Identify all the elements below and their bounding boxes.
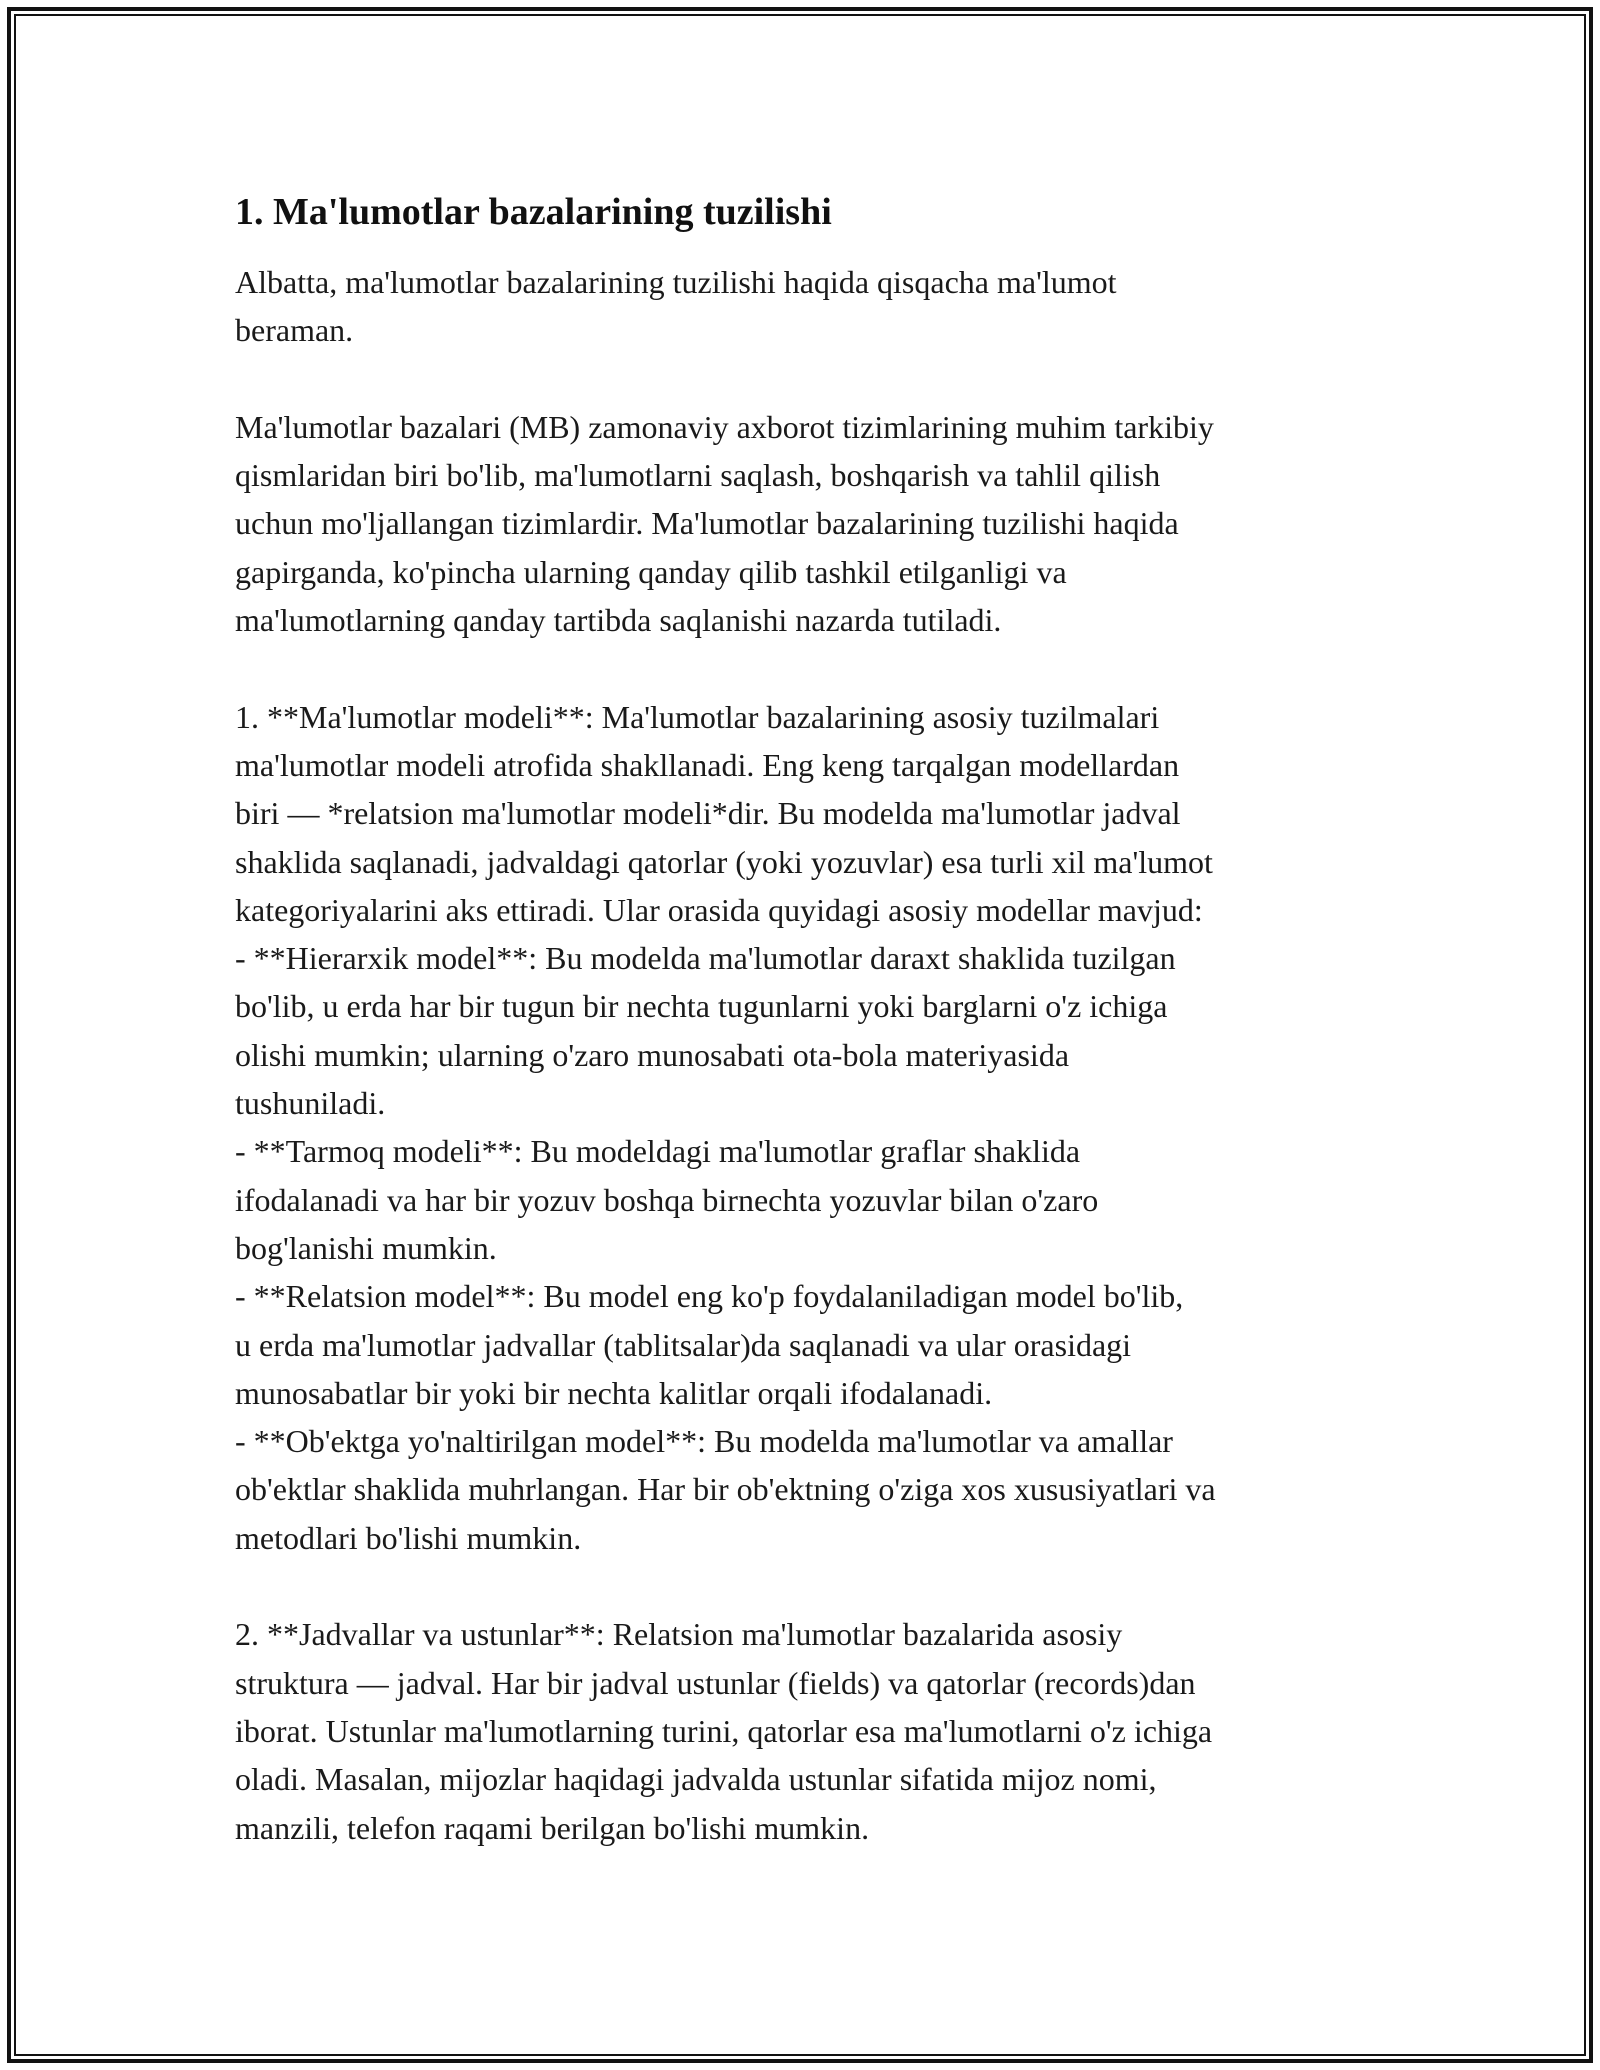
paragraph-gap [235, 644, 1385, 692]
data-model-section: 1. **Ma'lumotlar modeli**: Ma'lumotlar bazalarining asosiy tuzilmalari ma'lumotlar modeli atrofida shakllanadi. Eng keng tarqalgan modellardan biri — *relatsion ma'lumotlar modeli*dir. Bu modelda ma'lumotlar jadval shaklida saqlanadi, jadvaldagi qatorlar (yoki yozuvlar) esa turli xil ma'lumot kategoriyalarini aks ettiradi. Ular orasida quyidagi asosiy modellar mavjud: - **Hierarxik model**: Bu modelda ma'lumotlar daraxt shaklida tuzilgan bo'lib, u erda har bir tugun bir nechta tugunlarni yoki barglarni o'z ichiga olishi mumkin; ularning o'zaro munosabati ota-bola materiyasida tushuniladi. - **Tarmoq modeli**: Bu modeldagi ma'lumotlar graflar shaklida ifodalanadi va har bir yozuv boshqa birnechta yozuvlar bilan o'zaro bog'lanishi mumkin. - **Relatsion model**: Bu model eng ko'p foydalaniladigan model bo'lib, u erda ma'lumotlar jadvallar (tablitsalar)da saqlanadi va ular orasidagi munosabatlar bir yoki bir nechta kalitlar orqali ifodalanadi. - **Ob'ektga yo'naltirilgan model**: Bu modelda ma'lumotlar va amallar ob'ektlar shaklida muhrlangan. Har bir ob'ektning o'ziga xos xususiyatlari va metodlari bo'lishi mumkin. [235, 698, 1216, 1556]
document-title: 1. Ma'lumotlar bazalarining tuzilishi [235, 191, 832, 233]
intro-paragraph: Albatta, ma'lumotlar bazalarining tuzilishi haqida qisqacha ma'lumot beraman. [235, 264, 1117, 349]
overview-paragraph: Ma'lumotlar bazalari (MB) zamonaviy axborot tizimlarining muhim tarkibiy qismlaridan biri bo'lib, ma'lumotlarni saqlash, boshqarish va tahlil qilish uchun mo'ljallangan tizimlardir. Ma'lumotlar bazalarining tuzilishi haqida gapirganda, ko'pincha ularning qanday qilib tashkil etilganligi va ma'lumotlarning qanday tartibda saqlanishi nazarda tutiladi. [235, 408, 1214, 639]
paragraph-gap [235, 355, 1385, 403]
tables-columns-section: 2. **Jadvallar va ustunlar**: Relatsion ma'lumotlar bazalarida asosiy struktura — jadval. Har bir jadval ustunlar (fields) va qatorlar (records)dan iborat. Ustunlar ma'lumotlarning turini, qatorlar esa ma'lumotlarni o'z ichiga oladi. Masalan, mijozlar haqidagi jadvalda ustunlar sifatida mijoz nomi, manzili, telefon raqami berilgan bo'lishi mumkin. [235, 1616, 1213, 1846]
paragraph-gap [235, 1562, 1385, 1610]
document-body [235, 188, 1385, 1852]
